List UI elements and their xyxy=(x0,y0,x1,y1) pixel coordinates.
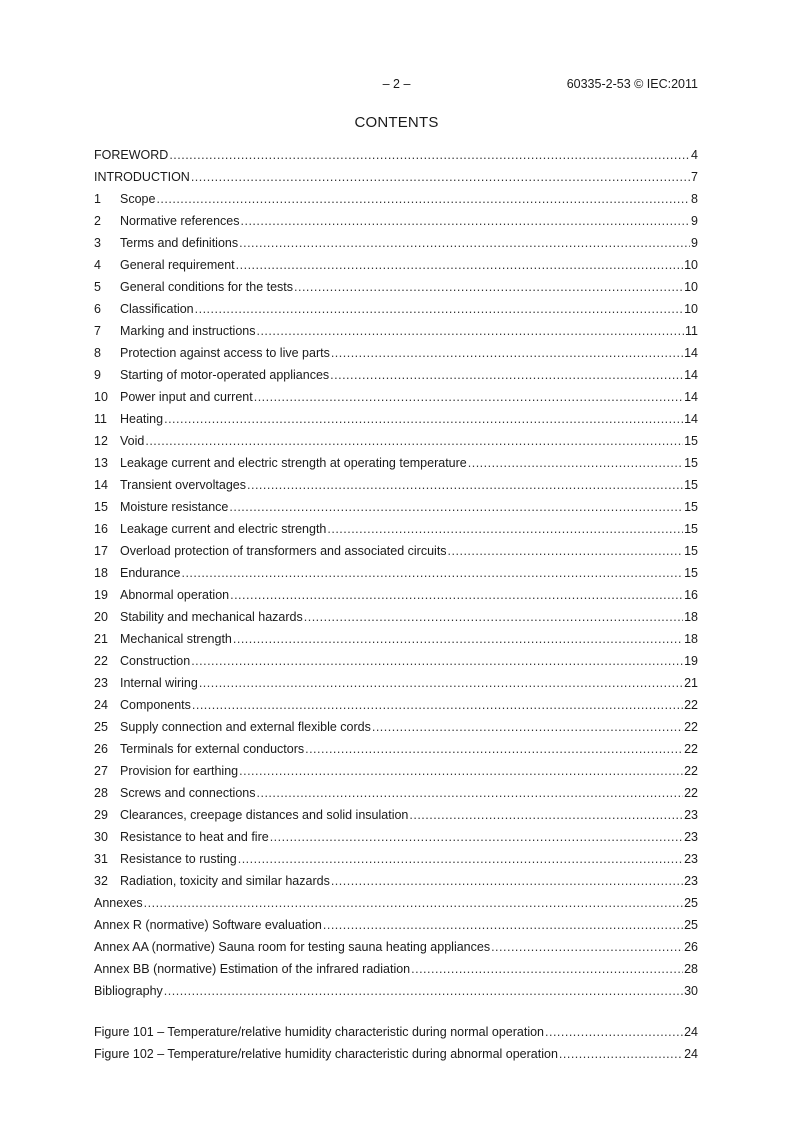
document-reference: 60335-2-53 © IEC:2011 xyxy=(566,77,698,91)
toc-entry-number: 27 xyxy=(94,764,108,778)
dot-leader xyxy=(254,390,683,404)
toc-entry-number: 10 xyxy=(94,390,108,404)
toc-entry-number: 29 xyxy=(94,808,108,822)
toc-entry[interactable] xyxy=(94,408,698,430)
toc-entry[interactable] xyxy=(94,892,698,914)
toc-entry[interactable] xyxy=(94,914,698,936)
toc-entry-title: Moisture resistance xyxy=(120,500,229,514)
dot-leader xyxy=(145,434,683,448)
dot-leader xyxy=(164,412,683,426)
dot-leader xyxy=(327,522,683,536)
toc-entry-page: 15 xyxy=(684,456,698,470)
dot-leader xyxy=(305,742,683,756)
toc-entry-page: 14 xyxy=(684,390,698,404)
toc-entry-number: 20 xyxy=(94,610,108,624)
toc-entry-page: 10 xyxy=(684,280,698,294)
toc-entry-title: Construction xyxy=(120,654,191,668)
toc-entry-page: 14 xyxy=(684,368,698,382)
toc-entry-page: 15 xyxy=(684,478,698,492)
toc-entry-number: 1 xyxy=(94,192,101,206)
toc-entry[interactable] xyxy=(94,188,698,210)
figure-entry-title: Figure 101 – Temperature/relative humidity characteristic during normal operation xyxy=(94,1025,544,1039)
toc-entry-number: 32 xyxy=(94,874,108,888)
toc-entry-number: 4 xyxy=(94,258,101,272)
toc-entry-number: 5 xyxy=(94,280,101,294)
toc-entry-page: 10 xyxy=(684,258,698,272)
toc-entry-title: Stability and mechanical hazards xyxy=(120,610,303,624)
toc-entry-page: 30 xyxy=(684,984,698,998)
toc-entry-title: Bibliography xyxy=(94,984,163,998)
figure-entry-page: 24 xyxy=(684,1025,698,1039)
toc-entry-page: 25 xyxy=(684,918,698,932)
toc-entry-title: Power input and current xyxy=(120,390,253,404)
toc-entry-title: Heating xyxy=(120,412,164,426)
dot-leader xyxy=(411,962,683,976)
dot-leader xyxy=(559,1047,683,1061)
toc-entry-page: 10 xyxy=(684,302,698,316)
toc-entry[interactable] xyxy=(94,738,698,760)
toc-entry[interactable] xyxy=(94,694,698,716)
toc-entry-title: Annexes xyxy=(94,896,143,910)
toc-entry-number: 28 xyxy=(94,786,108,800)
dot-leader xyxy=(256,324,684,338)
toc-entry-title: Endurance xyxy=(120,566,181,580)
toc-entry[interactable] xyxy=(94,342,698,364)
dot-leader xyxy=(239,764,683,778)
toc-entry-page: 22 xyxy=(684,720,698,734)
toc-entry[interactable] xyxy=(94,430,698,452)
dot-leader xyxy=(192,698,683,712)
toc-entry-page: 14 xyxy=(684,346,698,360)
dot-leader xyxy=(191,170,690,184)
toc-entry[interactable] xyxy=(94,298,698,320)
toc-entry-title: Leakage current and electric strength xyxy=(120,522,327,536)
figure-entry[interactable] xyxy=(94,1021,698,1043)
toc-entry-title: Internal wiring xyxy=(120,676,198,690)
table-of-contents xyxy=(94,144,698,1002)
toc-entry-number: 26 xyxy=(94,742,108,756)
dot-leader xyxy=(468,456,683,470)
toc-entry-title: Radiation, toxicity and similar hazards xyxy=(120,874,330,888)
dot-leader xyxy=(372,720,683,734)
toc-entry[interactable] xyxy=(94,452,698,474)
toc-entry-number: 17 xyxy=(94,544,108,558)
toc-entry-page: 14 xyxy=(684,412,698,426)
figure-entry[interactable] xyxy=(94,1043,698,1065)
toc-entry[interactable] xyxy=(94,320,698,342)
toc-entry[interactable] xyxy=(94,672,698,694)
toc-entry-title: Annex BB (normative) Estimation of the infrared radiation xyxy=(94,962,411,976)
toc-entry-page: 18 xyxy=(684,632,698,646)
toc-entry-title: Protection against access to live parts xyxy=(120,346,330,360)
dot-leader xyxy=(448,544,684,558)
toc-entry-title: Resistance to heat and fire xyxy=(120,830,269,844)
toc-entry-number: 3 xyxy=(94,236,101,250)
toc-entry-title: Abnormal operation xyxy=(120,588,230,602)
toc-entry[interactable] xyxy=(94,474,698,496)
toc-entry[interactable] xyxy=(94,716,698,738)
toc-entry-title: Terms and definitions xyxy=(120,236,239,250)
dot-leader xyxy=(238,852,683,866)
toc-entry-number: 13 xyxy=(94,456,108,470)
dot-leader xyxy=(195,302,683,316)
dot-leader xyxy=(169,148,690,162)
toc-entry[interactable] xyxy=(94,936,698,958)
toc-entry[interactable] xyxy=(94,232,698,254)
toc-entry-page: 25 xyxy=(684,896,698,910)
toc-entry-number: 31 xyxy=(94,852,108,866)
toc-entry[interactable] xyxy=(94,144,698,166)
toc-entry[interactable] xyxy=(94,606,698,628)
toc-entry-page: 7 xyxy=(691,170,698,184)
toc-entry-title: Scope xyxy=(120,192,156,206)
page-number: – 2 – xyxy=(382,77,411,91)
dot-leader xyxy=(239,236,690,250)
toc-entry-number: 9 xyxy=(94,368,101,382)
toc-entry[interactable] xyxy=(94,650,698,672)
toc-entry[interactable] xyxy=(94,848,698,870)
toc-entry[interactable] xyxy=(94,540,698,562)
dot-leader xyxy=(270,830,683,844)
toc-entry-number: 18 xyxy=(94,566,108,580)
toc-entry-page: 11 xyxy=(685,324,698,338)
toc-entry-title: INTRODUCTION xyxy=(94,170,190,184)
toc-entry-title: Annex AA (normative) Sauna room for testing sauna heating appliances xyxy=(94,940,491,954)
toc-entry[interactable] xyxy=(94,496,698,518)
dot-leader xyxy=(144,896,683,910)
toc-entry[interactable] xyxy=(94,364,698,386)
dot-leader xyxy=(323,918,683,932)
dot-leader xyxy=(164,984,683,998)
toc-entry-number: 8 xyxy=(94,346,101,360)
toc-entry-title: Normative references xyxy=(120,214,240,228)
dot-leader xyxy=(181,566,683,580)
toc-entry-number: 12 xyxy=(94,434,108,448)
toc-entry[interactable] xyxy=(94,584,698,606)
toc-entry-page: 22 xyxy=(684,742,698,756)
toc-entry[interactable] xyxy=(94,958,698,980)
toc-entry-page: 26 xyxy=(684,940,698,954)
list-of-figures xyxy=(94,1021,698,1065)
dot-leader xyxy=(230,588,683,602)
toc-entry-title: Overload protection of transformers and associated circuits xyxy=(120,544,447,558)
toc-entry-number: 22 xyxy=(94,654,108,668)
toc-entry-number: 25 xyxy=(94,720,108,734)
toc-entry-page: 15 xyxy=(684,522,698,536)
dot-leader xyxy=(199,676,683,690)
toc-entry-page: 9 xyxy=(691,214,698,228)
dot-leader xyxy=(241,214,691,228)
toc-entry-page: 15 xyxy=(684,500,698,514)
toc-entry-number: 30 xyxy=(94,830,108,844)
toc-entry-number: 16 xyxy=(94,522,108,536)
dot-leader xyxy=(331,346,683,360)
toc-entry-number: 21 xyxy=(94,632,108,646)
dot-leader xyxy=(545,1025,683,1039)
toc-entry-page: 19 xyxy=(684,654,698,668)
toc-entry-page: 9 xyxy=(691,236,698,250)
toc-entry-page: 28 xyxy=(684,962,698,976)
toc-entry-number: 24 xyxy=(94,698,108,712)
dot-leader xyxy=(409,808,683,822)
toc-entry-page: 15 xyxy=(684,566,698,580)
toc-entry-title: Mechanical strength xyxy=(120,632,232,646)
toc-entry[interactable] xyxy=(94,628,698,650)
toc-entry-page: 23 xyxy=(684,808,698,822)
toc-entry-title: Transient overvoltages xyxy=(120,478,246,492)
toc-entry[interactable] xyxy=(94,826,698,848)
toc-entry-number: 2 xyxy=(94,214,101,228)
figure-entry-title: Figure 102 – Temperature/relative humidity characteristic during abnormal operation xyxy=(94,1047,558,1061)
dot-leader xyxy=(491,940,683,954)
toc-entry[interactable] xyxy=(94,276,698,298)
toc-entry[interactable] xyxy=(94,518,698,540)
dot-leader xyxy=(304,610,683,624)
toc-entry-title: General conditions for the tests xyxy=(120,280,294,294)
toc-entry-title: Provision for earthing xyxy=(120,764,239,778)
toc-entry[interactable] xyxy=(94,254,698,276)
toc-entry-page: 15 xyxy=(684,544,698,558)
toc-entry-title: FOREWORD xyxy=(94,148,169,162)
toc-entry-title: Marking and instructions xyxy=(120,324,256,338)
toc-entry-title: Starting of motor-operated appliances xyxy=(120,368,330,382)
toc-entry[interactable] xyxy=(94,760,698,782)
dot-leader xyxy=(236,258,683,272)
dot-leader xyxy=(233,632,683,646)
toc-entry-page: 22 xyxy=(684,698,698,712)
toc-entry-number: 15 xyxy=(94,500,108,514)
dot-leader xyxy=(229,500,683,514)
toc-entry-title: Clearances, creepage distances and solid insulation xyxy=(120,808,409,822)
dot-leader xyxy=(247,478,683,492)
toc-entry-title: Classification xyxy=(120,302,194,316)
toc-entry-page: 15 xyxy=(684,434,698,448)
toc-entry-number: 11 xyxy=(94,412,107,426)
toc-entry-title: Resistance to rusting xyxy=(120,852,237,866)
toc-entry-number: 6 xyxy=(94,302,101,316)
toc-entry-title: General requirement xyxy=(120,258,235,272)
toc-entry-title: Void xyxy=(120,434,145,448)
toc-entry-page: 21 xyxy=(684,676,698,690)
dot-leader xyxy=(156,192,690,206)
toc-entry-page: 16 xyxy=(684,588,698,602)
dot-leader xyxy=(191,654,683,668)
figure-entry-page: 24 xyxy=(684,1047,698,1061)
toc-entry[interactable] xyxy=(94,210,698,232)
page-title: CONTENTS xyxy=(354,114,439,131)
toc-entry-page: 23 xyxy=(684,874,698,888)
toc-entry-title: Components xyxy=(120,698,191,712)
dot-leader xyxy=(257,786,684,800)
toc-entry[interactable] xyxy=(94,166,698,188)
toc-entry-page: 18 xyxy=(684,610,698,624)
toc-entry-number: 7 xyxy=(94,324,101,338)
toc-entry-title: Supply connection and external flexible cords xyxy=(120,720,371,734)
toc-entry[interactable] xyxy=(94,870,698,892)
toc-entry-title: Terminals for external conductors xyxy=(120,742,305,756)
toc-entry[interactable] xyxy=(94,782,698,804)
toc-entry[interactable] xyxy=(94,980,698,1002)
toc-entry-page: 22 xyxy=(684,764,698,778)
toc-entry[interactable] xyxy=(94,386,698,408)
toc-entry-page: 22 xyxy=(684,786,698,800)
toc-entry-number: 14 xyxy=(94,478,108,492)
toc-entry-page: 4 xyxy=(691,148,698,162)
dot-leader xyxy=(330,368,683,382)
dot-leader xyxy=(294,280,683,294)
toc-entry-page: 23 xyxy=(684,830,698,844)
toc-entry[interactable] xyxy=(94,804,698,826)
toc-entry[interactable] xyxy=(94,562,698,584)
toc-entry-title: Leakage current and electric strength at operating temperature xyxy=(120,456,467,470)
toc-entry-number: 23 xyxy=(94,676,108,690)
dot-leader xyxy=(331,874,683,888)
toc-entry-title: Annex R (normative) Software evaluation xyxy=(94,918,322,932)
toc-entry-page: 8 xyxy=(691,192,698,206)
toc-entry-title: Screws and connections xyxy=(120,786,256,800)
toc-entry-number: 19 xyxy=(94,588,108,602)
toc-entry-page: 23 xyxy=(684,852,698,866)
